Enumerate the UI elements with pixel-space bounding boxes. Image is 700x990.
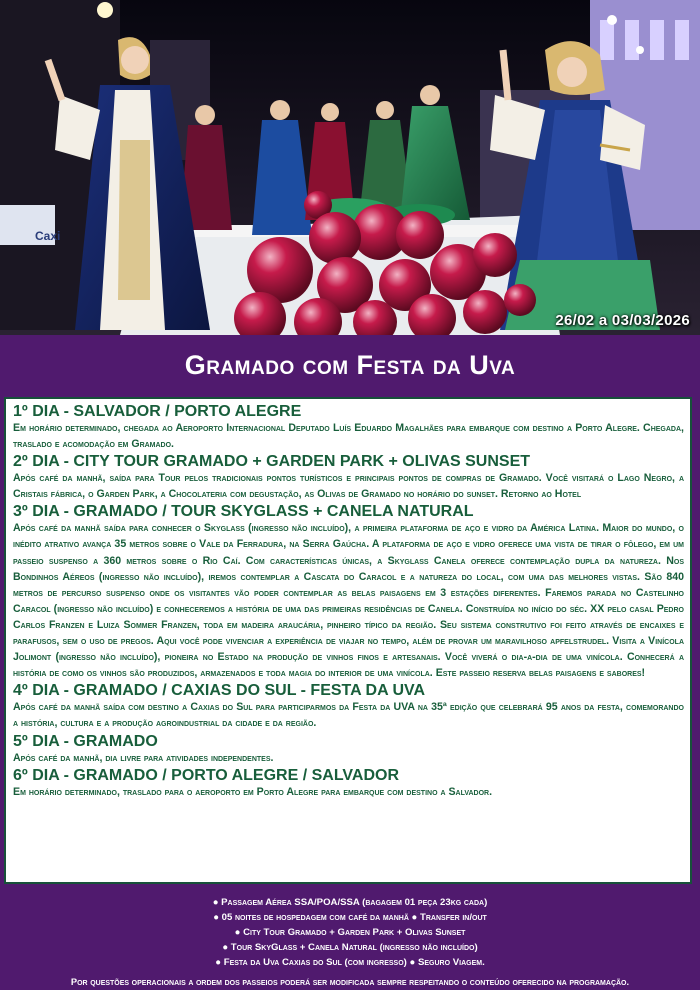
hero-photo xyxy=(0,0,700,335)
banner-text: Caxi xyxy=(35,229,61,243)
itinerary-box xyxy=(4,397,692,884)
footer xyxy=(0,890,700,990)
day-title: 4º DIA - GRAMADO / CAXIAS DO SUL - FESTA DA UVA xyxy=(13,682,426,700)
day-description: Em horário determinado, chegada ao Aeroporto Internacional Deputado Luís Eduardo Magalhães para embarque com destino a Porto Alegre. Chegada, traslado e acomodação em Gramado. xyxy=(13,422,684,451)
day-3 xyxy=(13,503,684,681)
date-range: 26/02 a 03/03/2026 xyxy=(555,312,690,329)
day-2 xyxy=(13,453,684,502)
inclusion-item: ● 05 noites de hospedagem com café da manhã ● Transfer in/out xyxy=(213,912,487,923)
day-title: 6º DIA - GRAMADO / PORTO ALEGRE / SALVADOR xyxy=(13,766,400,784)
title-bar xyxy=(0,335,700,395)
inclusion-item: ● Festa da Uva Caxias do Sul (com ingresso) ● Seguro Viagem. xyxy=(215,957,485,968)
day-title: 5º DIA - GRAMADO xyxy=(13,732,158,750)
day-description: Após café da manhã saída para conhecer o Skyglass (ingresso não incluído), a primeira plataforma de aço e vidro da América Latina. Maior do mundo, o inédito atrativo avança 35 metros sobre o Vale da Ferradura, na Serra Gaúcha. A plataforma de aço e vidro oferece uma vista de tirar o fôlego, em um passeio suspenso a 360 metros sobre o Rio Caí. Com características únicas, a Skyglass Canela oferece contemplação dupla da natureza. Nos Bondinhos Aéreos (ingresso não incluído), iremos contemplar a Cascata do Caracol e a natureza do local, com uma das melhores vistas. São 840 metros de percurso suspenso onde os visitantes vão poder contemplar as belas paisagens em 3 estações diferentes. Faremos parada no Castelinho Caracol (ingresso não incluído) e conheceremos a história de uma das primeiras residências de Canela. Construída no início do séc. XX pelo casal Pedro Carlos Franzen e Luiza Sommer Franzen, toda em madeira araucária, pinheiro típico da região. Seu sistema construtivo foi feito através de encaixes e parafusos, sem o uso de pregos. Aqui você pode vivenciar a experiência de viajar no tempo, além de provar um maravilhoso apfelstrudel. Visita a Vinícola Jolimont (ingresso não incluído), pioneira no Estado na produção de vinhos finos e artesanais. Você viverá o dia-a-dia de uma vinícola. Conhecerá a história de como os vinhos são produzidos, armazenados e toda magia do interior de uma vinícola. Este passeio reserva belas paisagens e sabores! xyxy=(13,522,684,680)
day-title: 1º DIA - SALVADOR / PORTO ALEGRE xyxy=(13,403,302,420)
inclusion-item: ● Passagem Aérea SSA/POA/SSA (bagagem 01 peça 23kg cada) xyxy=(212,897,488,908)
day-1 xyxy=(13,403,684,452)
day-6 xyxy=(13,767,684,800)
inclusions-list xyxy=(0,890,700,970)
page-title: Gramado com Festa da Uva xyxy=(184,349,516,380)
inclusion-item: ● City Tour Gramado + Garden Park + Olivas Sunset xyxy=(234,927,466,938)
day-description: Após café da manhã saída com destino a Caxias do Sul para participarmos da Festa da UVA na 35ª edição que celebrará 95 anos da festa, comemorando a história, cultura e a produção agroindustrial da cidade e da região. xyxy=(13,701,684,730)
inclusion-item: ● Tour SkyGlass + Canela Natural (ingresso não incluído) xyxy=(222,942,478,953)
day-title: 3º DIA - GRAMADO / TOUR SKYGLASS + CANELA NATURAL xyxy=(13,503,474,521)
day-4 xyxy=(13,682,684,731)
day-5 xyxy=(13,733,684,766)
festival-parade-illustration xyxy=(0,0,700,335)
itinerary-section xyxy=(0,395,700,890)
day-description: Em horário determinado, traslado para o aeroporto em Porto Alegre para embarque com destino a Salvador. xyxy=(13,785,493,798)
operational-note: Por questões operacionais a ordem dos passeios poderá ser modificada sempre respeitando o conteúdo oferecido na programação. xyxy=(70,977,630,987)
day-title: 2º DIA - CITY TOUR GRAMADO + GARDEN PARK + OLIVAS SUNSET xyxy=(13,453,531,471)
day-description: Após café da manhã, saída para Tour pelos tradicionais pontos turísticos e principais pontos de compras de Gramado. Você visitará o Lago Negro, a Cristais fábrica, o Garden Park, a Chocolateria com degustação, as Olivas de Gramado no horário do sunset. Retorno ao Hotel xyxy=(13,472,684,501)
day-description: Após café da manhã, dia livre para atividades independentes. xyxy=(13,751,274,764)
